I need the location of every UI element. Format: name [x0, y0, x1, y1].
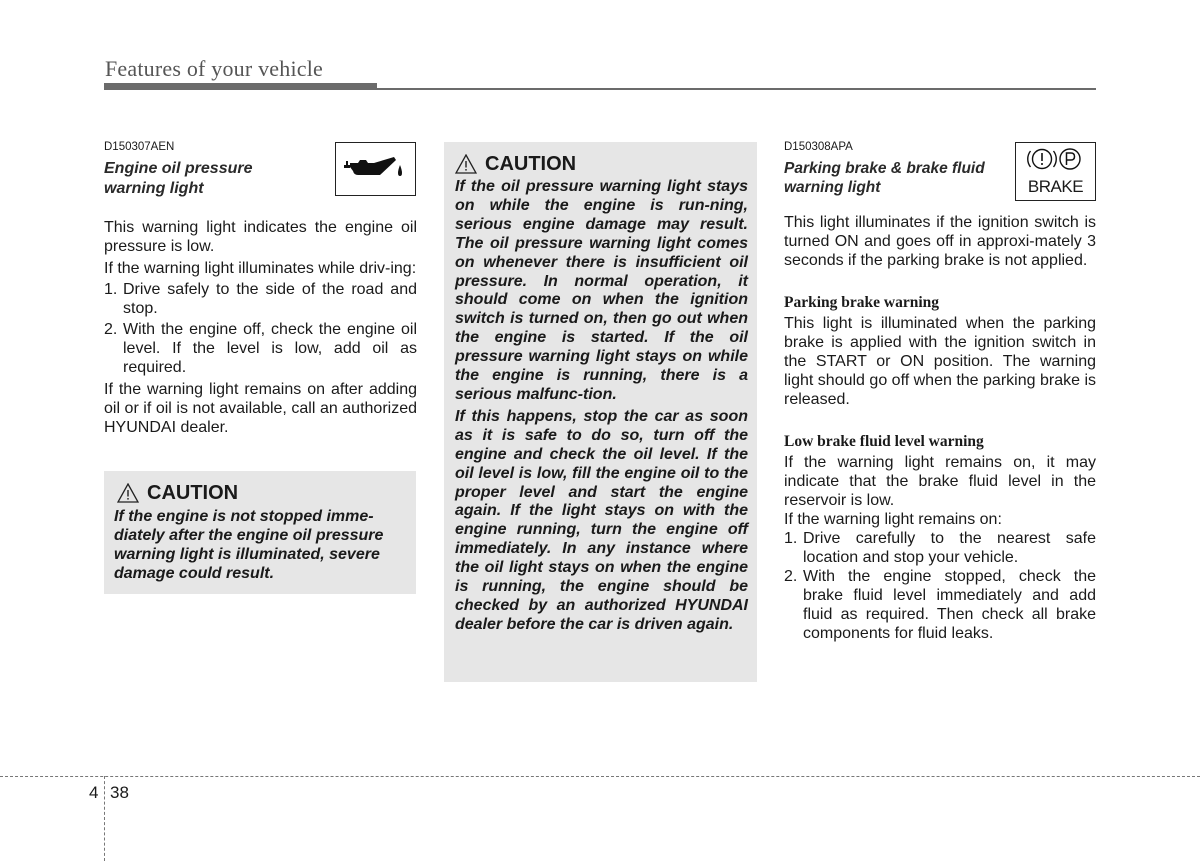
paragraph: If the warning light remains on after adding oil or if oil is not available, call an authorized HYUNDAI dealer. [104, 381, 417, 436]
caution-text: If this happens, stop the car as soon as it is safe to do so, turn off the engine and check the oil level. If the oil level is low, fill the engine oil to the proper level and start the engine again. If the light stays on with the engine running, turn the engine off immediately. In any instance where the oil light stays on when the engine is running, the engine should be checked by an authorized HYUNDAI dealer before the car is driven again. [455, 407, 748, 633]
paragraph: This warning light indicates the engine oil pressure is low. [104, 219, 417, 255]
list-item: 2. With the engine stopped, check the brake fluid level immediately and add fluid as required. Then check all brake components for fluid leaks. [784, 568, 1096, 642]
warning-triangle-icon [117, 483, 139, 503]
paragraph: This light is illuminated when the parking brake is applied with the ignition switch in the START or ON position. The warning light should go off when the parking brake is released. [784, 315, 1096, 408]
instruction-list [784, 529, 1096, 643]
brake-warning-icon [1015, 142, 1096, 201]
oil-can-icon [335, 142, 416, 196]
section-title: Engine oil pressure warning light [104, 160, 253, 197]
list-item: 2. With the engine off, check the engine oil level. If the level is low, add oil as required. [104, 321, 417, 376]
list-item: 1. Drive safely to the side of the road and stop. [104, 281, 417, 317]
chapter-number: 4 [89, 783, 99, 802]
brake-label: BRAKE [1027, 177, 1084, 196]
paragraph: If the warning light illuminates while driv-ing: [104, 260, 417, 277]
paragraph: If the warning light remains on, it may indicate that the brake fluid level in the reservoir is low. [784, 454, 1096, 509]
page-header-title: Features of your vehicle [105, 56, 324, 81]
caution-heading: CAUTION [455, 152, 748, 176]
caution-text: If the oil pressure warning light stays on while the engine is run-ning, serious engine damage may result. The oil pressure warning light comes on whenever there is insufficient oil pressure. In normal operation, it should come on when the ignition switch is turned on, then go out when the engine is started. If the oil pressure warning light stays on while the engine is running, there is a serious malfunc-tion. [455, 178, 748, 403]
section-code: D150307AEN [104, 141, 175, 153]
footer-divider [104, 776, 105, 861]
page-number: 38 [110, 783, 129, 802]
header-rule [104, 88, 1096, 90]
caution-text: If the engine is not stopped imme-diately after the engine oil pressure warning light is illuminated, severe damage could result. [114, 508, 384, 582]
warning-triangle-icon [455, 154, 477, 174]
subheading: Parking brake warning [784, 294, 940, 311]
section-code: D150308APA [784, 141, 853, 153]
right-column [784, 140, 1096, 643]
paragraph: If the warning light remains on: [784, 511, 1002, 528]
section-title: Parking brake & brake fluid warning light [784, 160, 985, 196]
caution-heading: CAUTION [117, 481, 406, 505]
paragraph: This light illuminates if the ignition switch is turned ON and goes off in approxi-mately 3 seconds if the parking brake is not applied. [784, 214, 1096, 269]
footer-rule [0, 776, 1200, 777]
list-item: 1. Drive carefully to the nearest safe location and stop your vehicle. [784, 530, 1096, 566]
caution-box [444, 142, 757, 682]
caution-box [104, 471, 416, 594]
subheading: Low brake fluid level warning [784, 433, 984, 450]
instruction-list [104, 280, 417, 377]
